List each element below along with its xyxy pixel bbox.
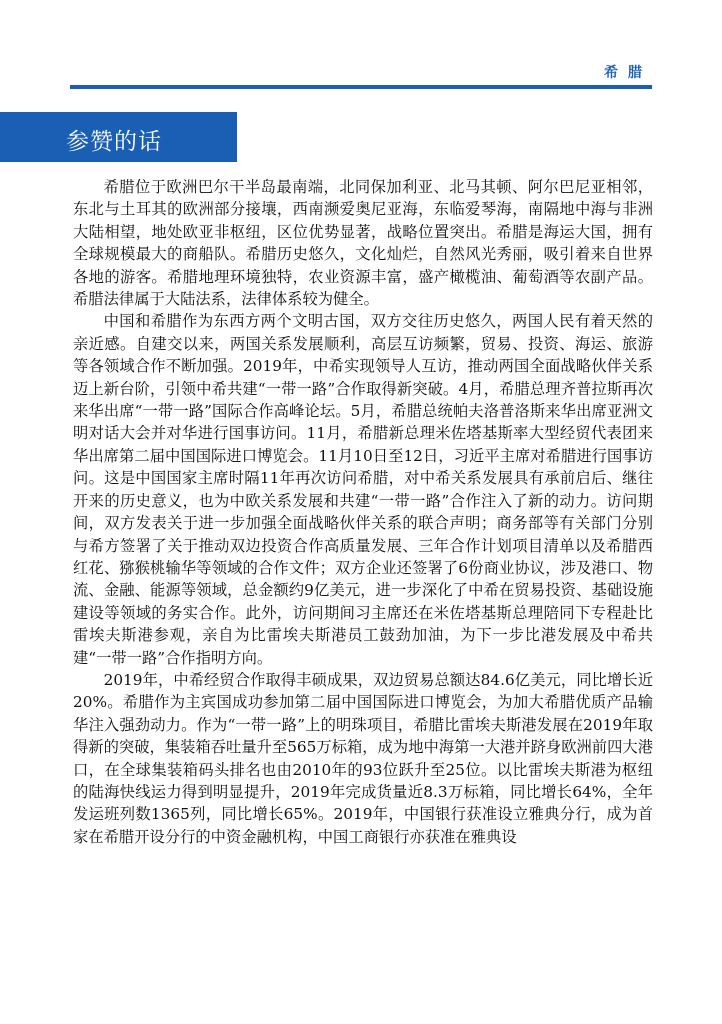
paragraph: 中国和希腊作为东西方两个文明古国，双方交往历史悠久，两国人民有着天然的亲近感。自建交以来，两国关系发展顺利，高层互访频繁，贸易、投资、海运、旅游等各领域合作不断加强。2019年，中希实现领导人互访，推动两国全面战略伙伴关系迈上新台阶，引领中希共建“一带一路”合作取得新突破。4月，希腊总理齐普拉斯再次来华出席“一带一路”国际合作高峰论坛。5月，希腊总统帕夫洛普洛斯来华出席亚洲文明对话大会并对华进行国事访问。11月，希腊新总理米佐塔基斯率大型经贸代表团来华出席第二届中国国际进口博览会。11月10日至12日，习近平主席对希腊进行国事访问。这是中国国家主席时隔11年再次访问希腊，对中希关系发展具有承前启后、继往开来的历史意义，也为中欧关系发展和共建“一带一路”合作注入了新的动力。访问期间，双方发表关于进一步加强全面战略伙伴关系的联合声明；商务部等有关部门分别与希方签署了关于推动双边投资合作高质量发展、三年合作计划项目清单以及希腊西红花、猕猴桃输华等领域的合作文件；双方企业还签署了6份商业协议，涉及港口、物流、金融、能源等领域，总金额约9亿美元，进一步深化了中希在贸易投资、基础设施建设等领域的务实合作。此外，访问期间习主席还在米佐塔基斯总理陪同下专程赴比雷埃夫斯港参观，亲自为比雷埃夫斯港员工鼓劲加油，为下一步比港发展及中希共建“一带一路”合作指明方向。 bbox=[73, 312, 653, 667]
header-rule bbox=[70, 85, 652, 89]
paragraph: 2019年，中希经贸合作取得丰硕成果，双边贸易总额达84.6亿美元，同比增长近20%。希腊作为主宾国成功参加第二届中国国际进口博览会，为加大希腊优质产品输华注入强劲动力。作为“一带一路”上的明珠项目，希腊比雷埃夫斯港发展在2019年取得新的突破，集装箱吞吐量升至565万标箱，成为地中海第一大港并跻身欧洲前四大港口，在全球集装箱码头排名也由2010年的93位跃升至25位。以比雷埃夫斯港为枢纽的陆海快线运力得到明显提升，2019年完成货量近8.3万标箱，同比增长64%，全年发运班列数1365列，同比增长65%。2019年，中国银行获准设立雅典分行，成为首家在希腊开设分行的中资金融机构，中国工商银行亦获准在雅典设 bbox=[73, 670, 653, 846]
running-head-title: 希腊 bbox=[604, 65, 652, 81]
paragraph: 希腊位于欧洲巴尔干半岛最南端，北同保加利亚、北马其顿、阿尔巴尼亚相邻，东北与土耳其的欧洲部分接壤，西南濒爱奥尼亚海，东临爱琴海，南隔地中海与非洲大陆相望，地处欧亚非枢纽，区位优势显著，战略位置突出。希腊是海运大国，拥有全球规模最大的商船队。希腊历史悠久，文化灿烂，自然风光秀丽，吸引着来自世界各地的游客。希腊地理环境独特，农业资源丰富，盛产橄榄油、葡萄酒等农副产品。希腊法律属于大陆法系，法律体系较为健全。 bbox=[73, 178, 653, 309]
body-text bbox=[73, 176, 653, 848]
section-title: 参赞的话 bbox=[66, 129, 162, 155]
